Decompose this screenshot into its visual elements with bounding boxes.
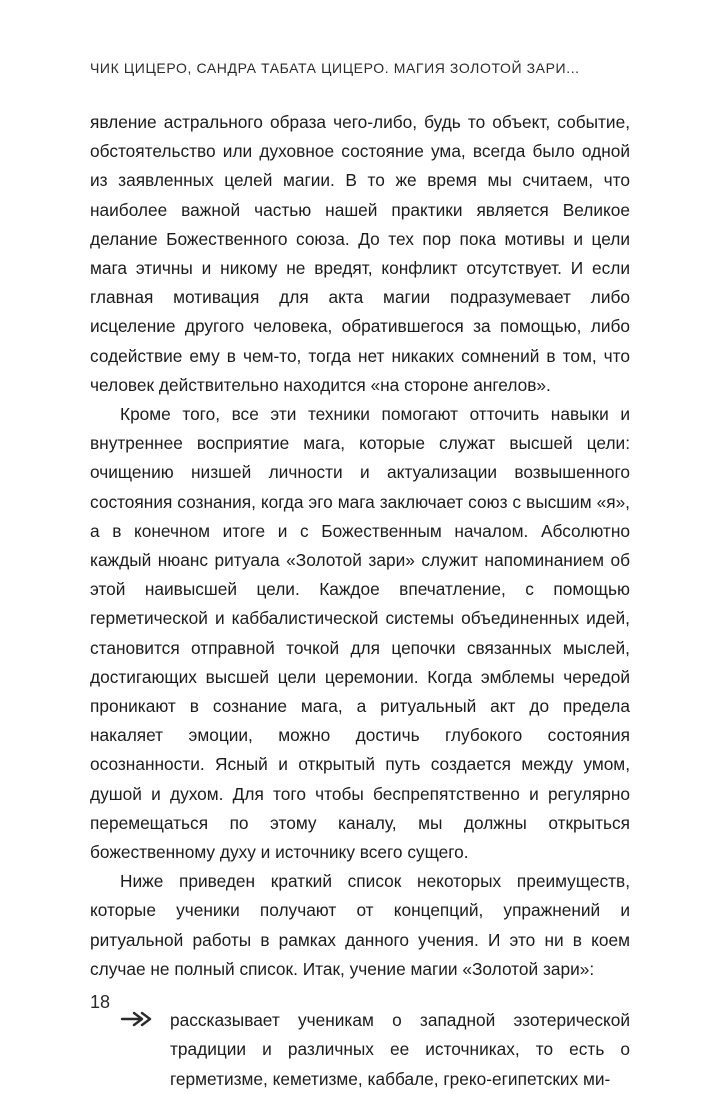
paragraph-1: явление астрального образа чего-либо, будь то объект, событие, обстоятельство или духовное состояние ума, всегда было одной из заявленных целей магии. В то же время мы считаем, что наиболее важной частью нашей практики является Великое делание Божественного союза. До тех пор пока мотивы и цели мага этичны и никому не вредят, конфликт отсутствует. И если главная мотивация для акта магии подразумевает либо исцеление другого человека, обратившегося за помощью, либо содействие ему в чем-то, тогда нет никаких сомнений в том, что человек действительно находится «на стороне ангелов». <box>90 112 630 395</box>
arrow-bullet-icon <box>120 1011 156 1027</box>
bullet-item <box>90 1006 630 1094</box>
bullet-text: рассказывает ученикам о западной эзотерической традиции и различных ее источниках, то есть о герметизме, кеметизме, каббале, греко-египетских ми- <box>170 1010 630 1089</box>
paragraph-2: Кроме того, все эти техники помогают отточить навыки и внутреннее восприятие мага, которые служат высшей цели: очищению низшей личности и актуализации возвышенного состояния сознания, когда эго мага заключает союз с высшим «я», а в конечном итоге и с Божественным началом. Абсолютно каждый нюанс ритуала «Золотой зари» служит напоминанием об этой наивысшей цели. Каждое впечатление, с помощью герметической и каббалистической системы объединенных идей, становится отправной точкой для цепочки связанных мыслей, достигающих высшей цели церемонии. Когда эмблемы чередой проникают в сознание мага, а ритуальный акт до предела накаляет эмоции, можно достичь глубокого состояния осознанности. Ясный и открытый путь создается между умом, душой и духом. Для того чтобы беспрепятственно и регулярно перемещаться по этому каналу, мы должны открыться божественному духу и источнику всего сущего. <box>90 404 630 863</box>
body-text <box>90 108 630 1094</box>
page-number: 18 <box>90 992 111 1012</box>
paragraph-3: Ниже приведен краткий список некоторых преимуществ, которые ученики получают от концепций, упражнений и ритуальной работы в рамках данного учения. И это ни в коем случае не полный список. Итак, учение магии «Золотой зари»: <box>90 871 630 979</box>
running-header: ЧИК ЦИЦЕРО, САНДРА ТАБАТА ЦИЦЕРО. МАГИЯ ЗОЛОТОЙ ЗАРИ... <box>90 60 580 76</box>
